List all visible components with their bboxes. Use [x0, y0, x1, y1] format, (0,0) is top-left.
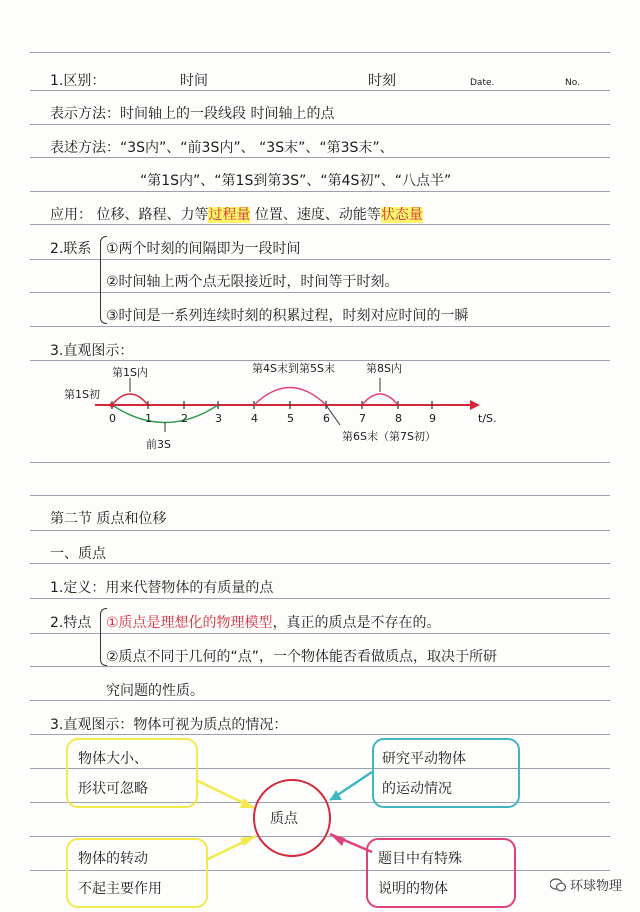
process-quantity: 过程量 [208, 207, 251, 223]
box-special-line-2: 说明的物体 [378, 881, 448, 897]
arrowhead-yellow-top [240, 798, 254, 808]
box-translation [372, 738, 520, 808]
center-label: 质点 [270, 811, 298, 827]
box-rotation-line-2: 不起主要作用 [78, 881, 162, 897]
box-special [366, 838, 516, 908]
feature-1-highlight: ①质点是理想化的物理模型 [106, 615, 273, 631]
box-rotation [66, 838, 208, 908]
label-first-1s: 第1S内 [112, 366, 148, 379]
label-in-8: 第8S内 [366, 362, 402, 375]
label-end-6: 第6S末（第7S初） [342, 430, 436, 443]
wechat-icon [550, 878, 566, 892]
col-moment: 时刻 [368, 73, 396, 89]
label-4-to-5: 第4S末到第5S末 [252, 362, 335, 375]
box-size-ignorable-line-2: 形状可忽略 [78, 781, 148, 797]
tick-label-4: 4 [251, 412, 258, 425]
relation-item-1: ①两个时刻的间隔即为一段时间 [106, 241, 301, 257]
diagram2-title: 3.直观图示：物体可视为质点的情况： [50, 717, 288, 733]
section2-sub: 一、质点 [50, 546, 106, 562]
feature-2b: 究问题的性质。 [106, 683, 204, 699]
diagram1-title: 3.直观图示： [50, 343, 134, 359]
item-difference: 1.区别： [50, 73, 106, 89]
arrowhead-blue [330, 790, 342, 800]
relation-item-2: ②时间轴上两个点无限接近时，时间等于时刻。 [106, 274, 399, 290]
state-quantity: 状态量 [380, 207, 423, 223]
col-time: 时间 [180, 73, 208, 89]
feature-label: 2.特点 [50, 615, 92, 631]
box-translation-line-1: 研究平动物体 [382, 751, 466, 767]
no-label: No. [565, 78, 580, 88]
axis-unit: t/S. [478, 412, 497, 425]
section2-heading: 第二节 质点和位移 [50, 511, 167, 527]
arrowhead-yellow-bottom [240, 836, 256, 846]
application-line: 应用： 位移、路程、力等过程量 位置、速度、动能等状态量 [50, 207, 423, 223]
relation-label: 2.联系 [50, 241, 92, 257]
tick-label-1: 1 [145, 412, 152, 425]
definition-line: 1.定义：用来代替物体的有质量的点 [50, 580, 274, 596]
tick-label-7: 7 [359, 412, 366, 425]
feature-1: ①质点是理想化的物理模型，真正的质点是不存在的。 [106, 615, 441, 631]
tick-label-8: 8 [395, 412, 402, 425]
relation-item-3: ③时间是一系列连续时刻的积累过程，时刻对应时间的一瞬 [106, 308, 469, 324]
label-start-first: 第1S初 [64, 388, 100, 401]
box-special-line-1: 题目中有特殊 [378, 851, 462, 867]
feature-2a: ②质点不同于几何的“点”，一个物体能否看做质点，取决于所研 [106, 649, 498, 665]
box-size-ignorable-line-1: 物体大小、 [78, 751, 148, 767]
box-translation-line-2: 的运动情况 [382, 781, 452, 797]
tick-label-0: 0 [109, 412, 116, 425]
tick-label-3: 3 [215, 412, 222, 425]
repr-line: 表示方法：时间轴上的一段线段 时间轴上的点 [50, 106, 335, 122]
tick-label-5: 5 [287, 412, 294, 425]
tick-label-9: 9 [429, 412, 436, 425]
desc-line-2: “第1S内”、“第1S到第3S”、“第4S初”、“八点半” [140, 173, 452, 189]
box-size-ignorable [66, 738, 198, 808]
desc-line-1: 表述方法：“3S内”、“前3S内”、 “3S末”、“第3S末”、 [50, 140, 394, 156]
arrowhead-pink [330, 834, 345, 846]
watermark [550, 875, 622, 894]
date-label: Date. [470, 78, 495, 88]
label-first-3s: 前3S [146, 438, 171, 451]
watermark-text: 环球物理 [569, 879, 622, 894]
tick-label-2: 2 [181, 412, 188, 425]
tick-label-6: 6 [323, 412, 330, 425]
box-rotation-line-1: 物体的转动 [78, 851, 148, 867]
